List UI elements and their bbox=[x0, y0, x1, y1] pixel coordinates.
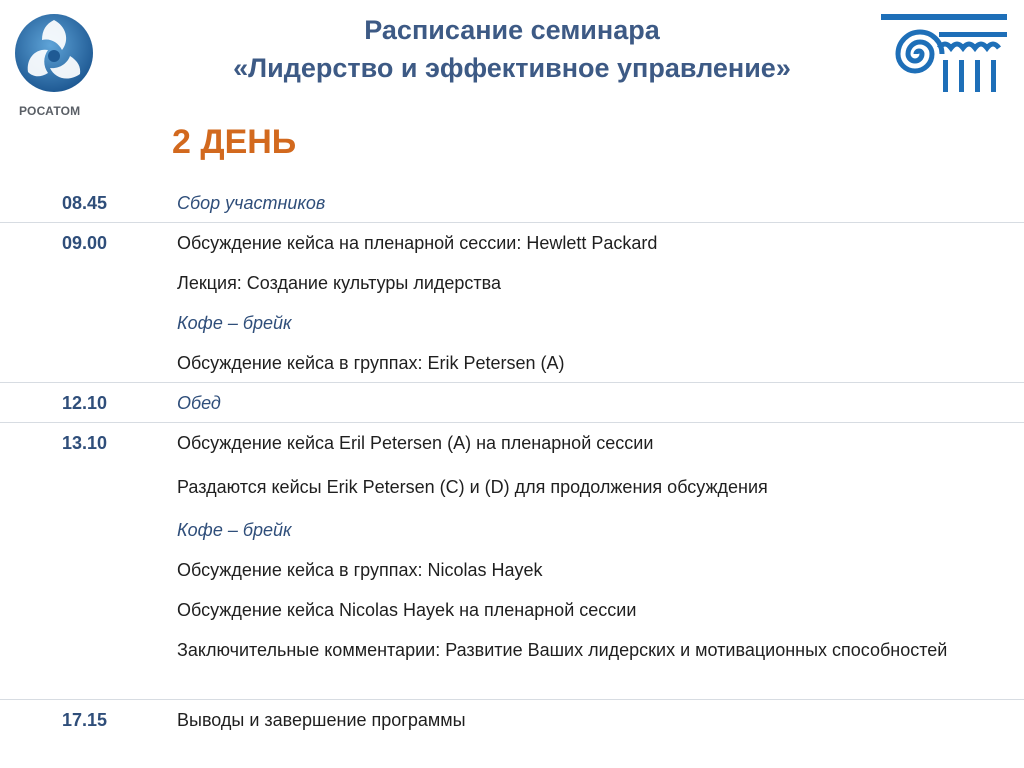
schedule-row bbox=[0, 700, 1024, 740]
schedule-item: Раздаются кейсы Erik Petersen (C) и (D) для продолжения обсуждения bbox=[177, 477, 768, 497]
title-line-1: Расписание семинара bbox=[364, 15, 660, 45]
day-heading: 2 ДЕНЬ bbox=[172, 123, 297, 161]
schedule-item: Кофе – брейк bbox=[177, 313, 292, 333]
schedule-item: Кофе – брейк bbox=[177, 520, 292, 540]
schedule-item: Заключительные комментарии: Развитие Ваших лидерских и мотивационных способностей bbox=[177, 640, 948, 660]
time-cell: 13.10 bbox=[62, 433, 108, 453]
schedule-item: Лекция: Создание культуры лидерства bbox=[177, 273, 502, 293]
schedule-table bbox=[0, 183, 1024, 740]
institute-logo bbox=[879, 12, 1009, 96]
time-cell: 09.00 bbox=[62, 233, 108, 253]
schedule-item: Обсуждение кейса в группах: Nicolas Hayek bbox=[177, 560, 543, 580]
schedule-item: Обсуждение кейса Nicolas Hayek на пленарной сессии bbox=[177, 600, 637, 620]
schedule-item: Обсуждение кейса Eril Petersen (A) на пленарной сессии bbox=[177, 433, 654, 453]
schedule-row bbox=[0, 223, 1024, 383]
rosatom-logo-text: РОСАТОМ bbox=[19, 104, 81, 118]
schedule-item: Обсуждение кейса в группах: Erik Petersen (A) bbox=[177, 353, 565, 373]
title-line-2: «Лидерство и эффективное управление» bbox=[233, 53, 791, 83]
time-cell: 12.10 bbox=[62, 393, 108, 413]
time-cell: 17.15 bbox=[62, 710, 108, 730]
rosatom-emblem-icon bbox=[14, 12, 94, 98]
schedule-row bbox=[0, 383, 1024, 423]
schedule-row bbox=[0, 423, 1024, 700]
schedule-item: Выводы и завершение программы bbox=[177, 710, 466, 730]
page-title bbox=[130, 11, 894, 87]
schedule-item: Обсуждение кейса на пленарной сессии: Hewlett Packard bbox=[177, 233, 658, 253]
schedule-item: Обед bbox=[177, 393, 221, 413]
schedule-item: Сбор участников bbox=[177, 193, 326, 213]
schedule-row bbox=[0, 183, 1024, 223]
spiral-columns-logo-icon bbox=[879, 12, 1009, 96]
time-cell: 08.45 bbox=[62, 193, 108, 213]
